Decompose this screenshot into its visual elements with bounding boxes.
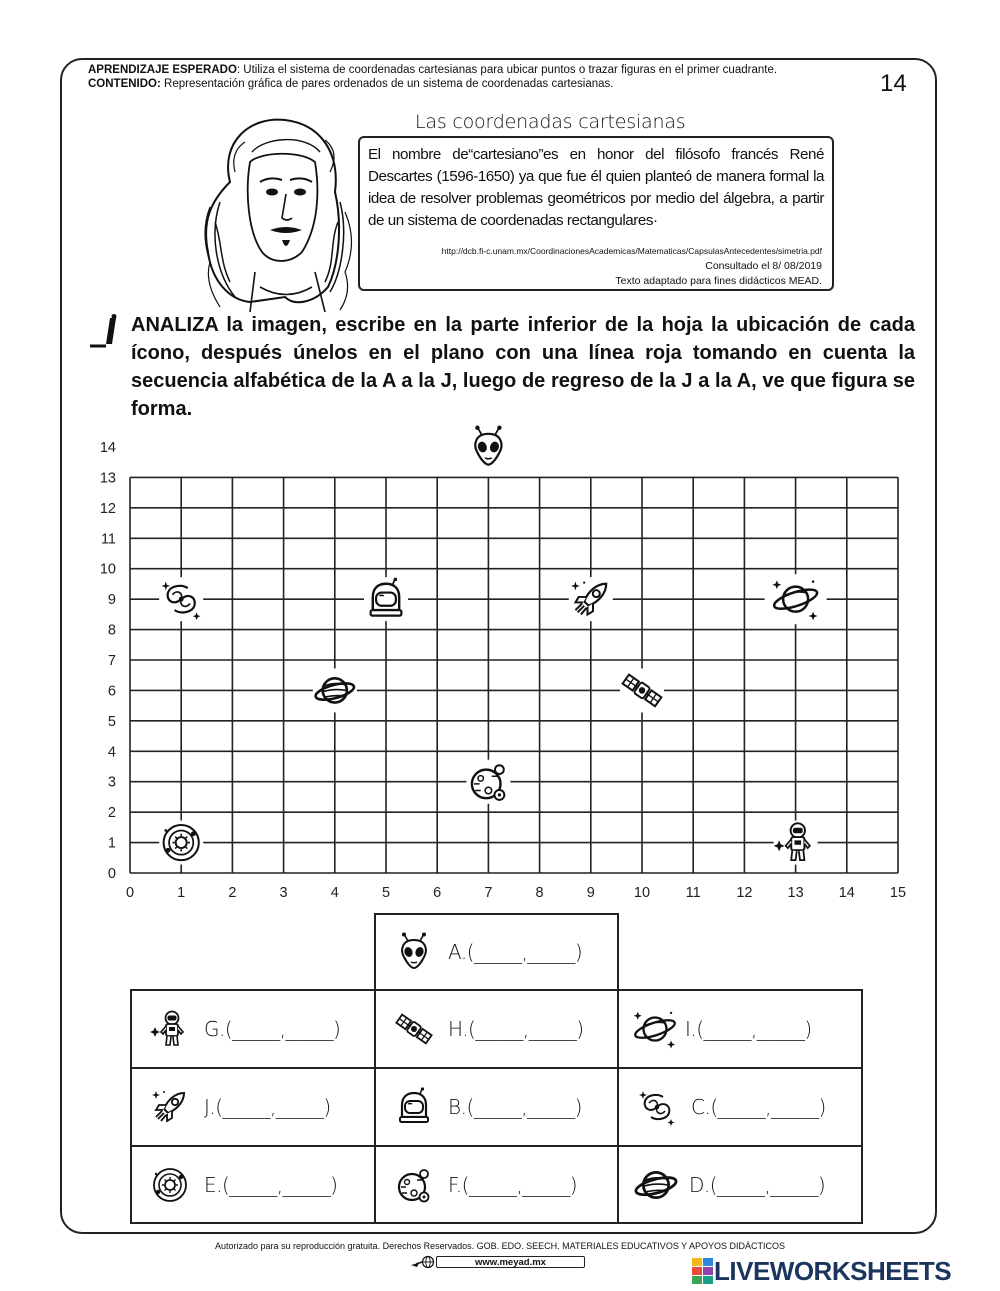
answer-cell-a [374,913,619,991]
y-tick-label: 12 [99,500,116,517]
page-number: 14 [880,70,907,97]
answer-cell-j [130,1067,376,1147]
x-tick-label: 11 [685,885,701,901]
answer-f[interactable]: F.(_____,_____) [448,1172,578,1197]
answer-cell-b [374,1067,619,1147]
answer-d[interactable]: D.(_____,_____) [689,1172,826,1197]
contenido-text: Representación gráfica de pares ordenados de un sistema de coordenadas cartesianas. [160,78,614,90]
info-title: Las coordenadas cartesianas [415,111,686,133]
moon-icon [394,1165,434,1205]
satellite-icon [394,1009,434,1049]
answer-cell-d [617,1145,863,1224]
x-tick-label: 2 [228,885,237,901]
y-tick-label: 3 [107,774,116,791]
liveworksheets-text: LIVEWORKSHEETS [714,1255,952,1286]
answer-g[interactable]: G.(_____,_____) [204,1017,341,1041]
answer-cell-f [374,1145,619,1224]
cursor-globe-icon [410,1255,436,1269]
astronaut-icon [150,1009,190,1049]
x-tick-label: 14 [838,885,855,901]
liveworksheets-logo-icon [692,1258,714,1284]
helmet-icon [394,1087,434,1127]
y-tick-label: 10 [99,561,116,578]
saturn-icon [627,1006,683,1052]
y-tick-label: 7 [107,653,116,669]
x-tick-label: 10 [633,885,651,901]
x-tick-label: 12 [736,885,753,901]
y-tick-label: 2 [107,805,116,822]
galaxy-icon [637,1087,677,1127]
x-tick-label: 4 [330,885,339,901]
y-tick-label: 6 [107,683,116,700]
answer-cell-c [617,1067,863,1147]
info-text: El nombre de“cartesiano”es en honor del filósofo francés René Descartes (1596-1650) ya que fue él quien planteó de manera formal la idea de resolver problemas geométricos por medio del álgebra, a partir de un sistema de coordenadas rectangulares· [368,146,824,229]
aprendizaje-label: APRENDIZAJE ESPERADO [88,64,237,76]
contenido-label: CONTENIDO: [88,78,161,90]
answer-cell-h [374,989,619,1069]
url-text: www.meyad.mx [436,1256,585,1268]
consulted-date: Consultado el 8/ 08/2019 [705,260,822,272]
y-tick-label: 13 [99,470,116,487]
answer-a[interactable]: A.(_____,_____) [448,940,583,964]
y-tick-label: 5 [107,713,116,730]
y-tick-label: 8 [107,622,116,639]
x-tick-label: 5 [381,885,391,901]
solar-icon [164,825,199,860]
x-tick-label: 15 [889,885,907,901]
answer-b[interactable]: B.(_____,_____) [448,1095,582,1119]
planet-icon [631,1162,681,1208]
aprendizaje-text: : Utiliza el sistema de coordenadas cartesianas para ubicar puntos o trazar figuras en el primer cuadrante. [236,64,778,76]
y-tick-label: 4 [107,744,116,761]
instruction-text: ANALIZA la imagen, escribe en la parte inferior de la hoja la ubicación de cada ícono, después únelos en el plano con una línea roja tomando en cuenta la secuencia alfabética de la A a la J, luego de regreso de la J a la A, ve que figura se forma. [131,314,915,420]
answer-cell-g [130,989,376,1069]
liveworksheets-logo [692,1257,951,1285]
answer-i[interactable]: I.(_____,_____) [685,1017,812,1041]
x-tick-label: 0 [125,885,135,901]
x-tick-label: 6 [433,885,442,901]
y-tick-label: 11 [100,531,116,548]
y-tick-label: 1 [107,835,116,852]
y-tick-label: 0 [107,866,116,882]
y-tick-label: 14 [99,440,116,456]
alien-icon [394,932,434,972]
solar-system-icon [150,1165,190,1205]
rocket-icon [150,1087,190,1127]
footer-rights: Autorizado para su reproducción gratuita. Derechos Reservados. GOB. EDO. SEECH. MATERIALES EDUCATIVOS Y APOYOS DIDÁCTICOS [214,1241,786,1251]
answer-c[interactable]: C.(_____,_____) [691,1095,826,1119]
answer-cell-i [617,989,863,1069]
adapted-note: Texto adaptado para fines didácticos MEAD. [615,275,822,287]
x-tick-label: 13 [787,885,804,901]
answer-j[interactable]: J.(_____,_____) [204,1095,331,1119]
x-tick-label: 9 [586,885,595,901]
answer-e[interactable]: E.(_____,_____) [204,1172,338,1197]
footer-url[interactable] [410,1256,585,1269]
x-tick-label: 1 [177,885,186,901]
answer-cell-e [130,1145,376,1224]
source-url: http://dcb.fi-c.unam.mx/CoordinacionesAcademicas/Matematicas/CapsulasAntecedentes/simetria.pdf [441,246,822,256]
y-tick-label: 9 [107,592,116,609]
x-tick-label: 8 [535,885,544,901]
x-tick-label: 7 [484,885,493,901]
answer-h[interactable]: H.(_____,_____) [448,1017,584,1041]
x-tick-label: 3 [279,885,288,901]
